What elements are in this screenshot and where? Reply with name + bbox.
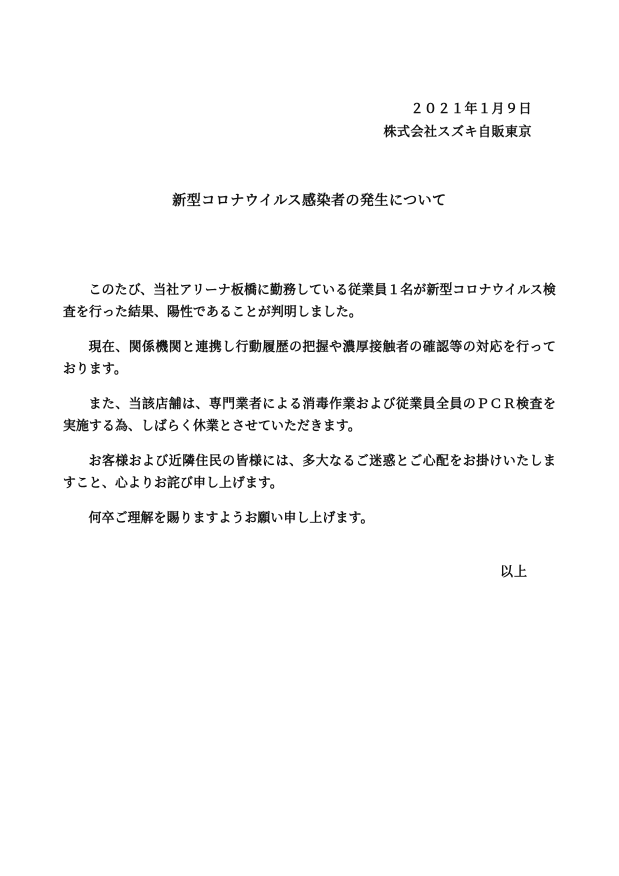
document-body bbox=[63, 279, 556, 529]
document-date: ２０２１年１月９日 bbox=[410, 101, 532, 116]
paragraph-4: お客様および近隣住民の皆様には、多大なるご迷惑とご心配をお掛けいたしますこと、心よりお詫び申し上げます。 bbox=[63, 453, 556, 490]
closing-ijou: 以上 bbox=[499, 563, 528, 579]
paragraph-3: また、当該店舗は、専門業者による消毒作業および従業員全員のＰＣＲ検査を実施する為、しばらく休業とさせていただきます。 bbox=[63, 396, 556, 433]
paragraph-1: このたび、当社アリーナ板橋に勤務している従業員１名が新型コロナウイルス検査を行った結果、陽性であることが判明しました。 bbox=[63, 282, 556, 319]
document-title: 新型コロナウイルス感染者の発生について bbox=[172, 192, 447, 208]
company-name: 株式会社スズキ自販東京 bbox=[383, 124, 532, 139]
paragraph-5: 何卒ご理解を賜りますようお願い申し上げます。 bbox=[88, 510, 374, 525]
paragraph-2: 現在、関係機関と連携し行動履歴の把握や濃厚接触者の確認等の対応を行っております。 bbox=[63, 339, 556, 376]
document-header bbox=[63, 97, 556, 143]
